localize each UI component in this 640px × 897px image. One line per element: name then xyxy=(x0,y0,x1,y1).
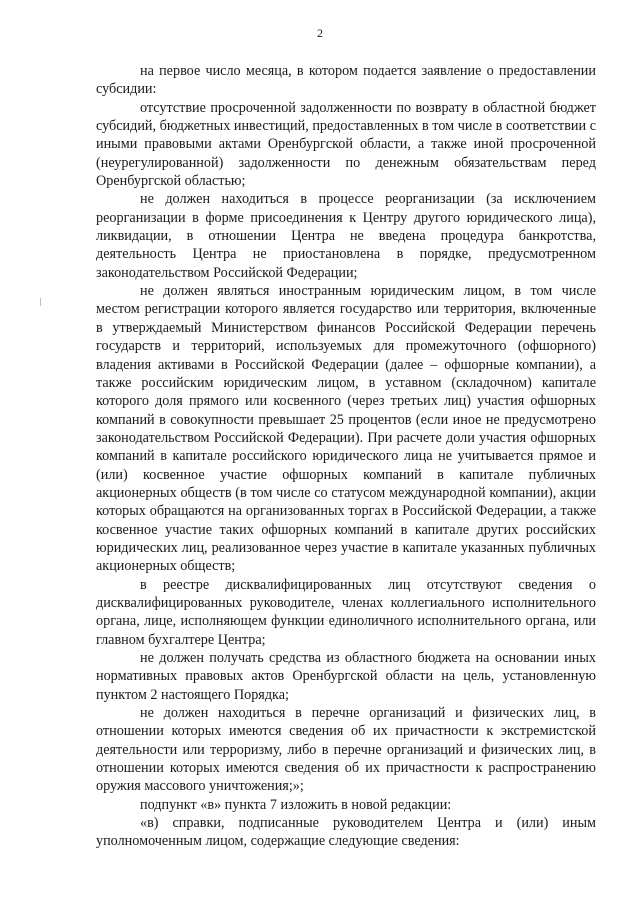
paragraph-certificates: «в) справки, подписанные руководителем Центра и (или) иным уполномоченным лицом, содержащие следующие сведения: xyxy=(96,815,596,850)
paragraph-not-foreign-entity: не должен являться иностранным юридическим лицом, в том числе местом регистрации которого является государство или территория, включенные в утверждаемый Министерством финансов Российской Федерации перечень государств и территорий, используемых для промежуточного (офшорного) владения активами в Российской Федерации (далее – офшорные компании), а также российским юридическим лицом, в уставном (складочном) капитале которого доля прямого или косвенного (через третьих лиц) участия офшорных компаний в совокупности превышает 25 процентов (если иное не предусмотрено законодательством Российской Федерации). При расчете доли участия офшорных компаний в капитале российского юридического лица не учитывается прямое и (или) косвенное участие офшорных компаний в капитале публичных акционерных обществ (в том числе со статусом международной компании), акции которых обращаются на организованных торгах в Российской Федерации, а также косвенное участие таких офшорных компаний в капитале других российских юридических лиц, реализованное через участие в капитале указанных публичных акционерных обществ; xyxy=(96,283,596,575)
paragraph-subsidy-date: на первое число месяца, в котором подается заявление о предоставлении субсидии: xyxy=(96,63,596,98)
paragraph-no-overdue-debt: отсутствие просроченной задолженности по возврату в областной бюджет субсидий, бюджетных инвестиций, предоставленных в том числе в соответствии с иными правовыми актами Оренбургской области, а также иной просроченной (неурегулированной) задолженности по денежным обязательствам перед Оренбургской областью; xyxy=(96,99,596,190)
paragraph-not-in-extremism-list: не должен находиться в перечне организаций и физических лиц, в отношении которых имеются сведения об их причастности к экстремистской деятельности или терроризму, либо в перечне организаций и физических лиц, в отношении которых имеются сведения об их причастности к распространению оружия массового уничтожения;»; xyxy=(96,705,596,795)
paragraph-subclause-amendment: подпункт «в» пункта 7 изложить в новой редакции: xyxy=(140,796,452,813)
paragraph-no-reorganization: не должен находиться в процессе реорганизации (за исключением реорганизации в форме присоединения к Центру другого юридического лица), ликвидации, в отношении Центра не введена процедура банкротства, деятельность Центра не приостановлена в порядке, предусмотренном законодательством Российской Федерации; xyxy=(96,191,596,281)
paragraph-no-other-funds: не должен получать средства из областного бюджета на основании иных нормативных правовых актов Оренбургской области на цель, установленную пунктом 2 настоящего Порядка; xyxy=(96,650,596,703)
page-number: 2 xyxy=(317,26,323,40)
document-body xyxy=(96,62,596,851)
scan-artifact-mark xyxy=(40,298,41,306)
paragraph-disqualified-registry: в реестре дисквалифицированных лиц отсутствуют сведения о дисквалифицированных руководителе, членах коллегиального исполнительного органа, лице, исполняющем функции единоличного исполнительного органа, или главном бухгалтере Центра; xyxy=(96,576,596,648)
